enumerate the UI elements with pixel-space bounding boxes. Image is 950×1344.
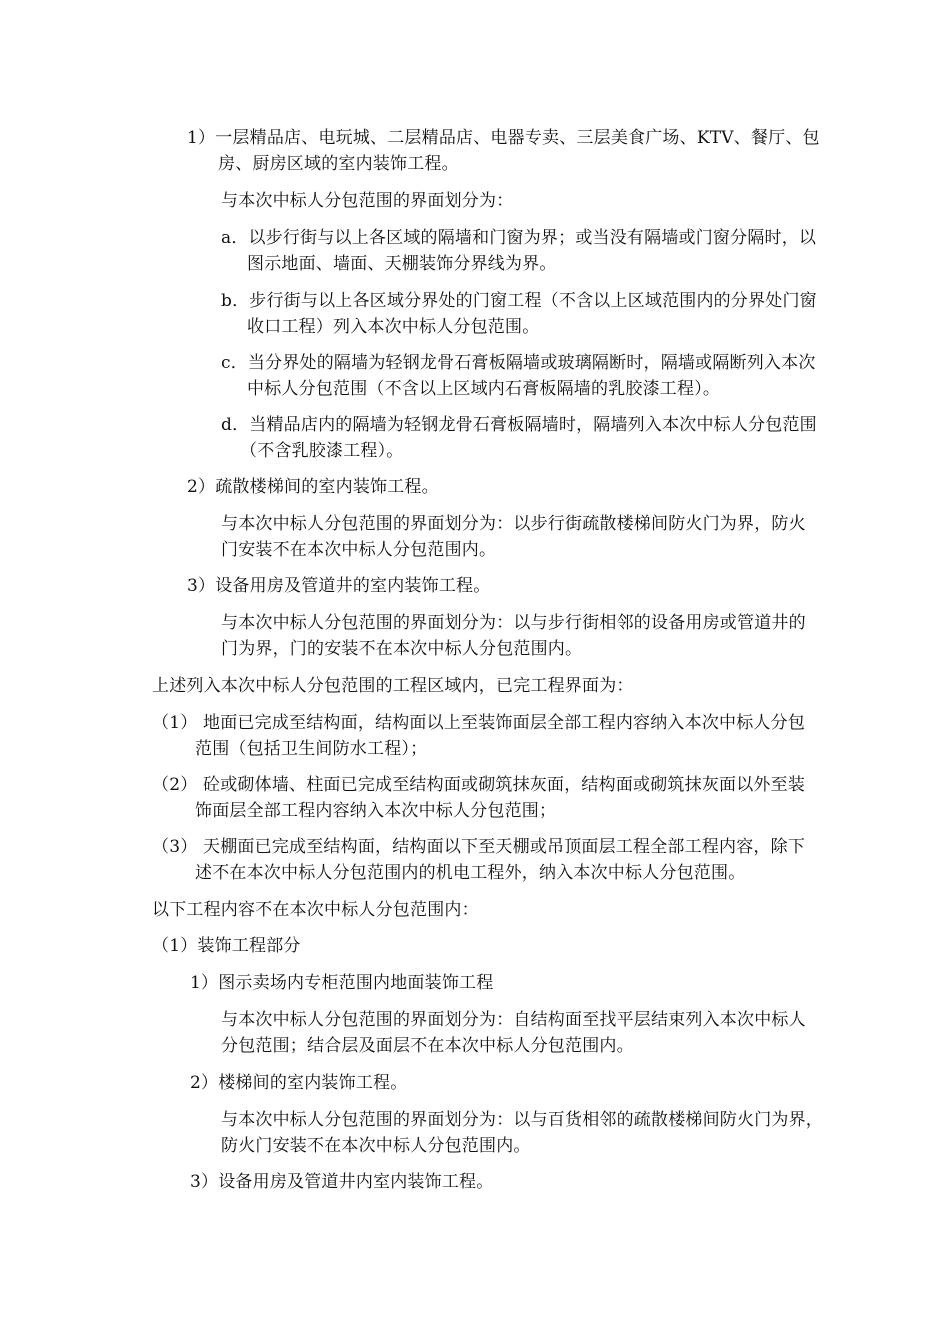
text-line: 图示地面、墙面、天棚装饰分界线为界。	[247, 254, 557, 274]
text-line: （2） 砼或砌体墙、柱面已完成至结构面或砌筑抹灰面，结构面或砌筑抹灰面以外至装	[152, 775, 806, 795]
text-line: 述不在本次中标人分包范围内的机电工程外，纳入本次中标人分包范围。	[195, 863, 746, 883]
text-line: 门安装不在本次中标人分包范围内。	[221, 540, 497, 560]
text-line: 2）楼梯间的室内装饰工程。	[190, 1073, 408, 1093]
text-line: 中标人分包范围（不含以上区域内石膏板隔墙的乳胶漆工程）。	[247, 379, 721, 399]
text-line: 门为界，门的安装不在本次中标人分包范围内。	[221, 639, 583, 659]
text-line: （不含乳胶漆工程）。	[240, 441, 404, 461]
text-line: 饰面层全部工程内容纳入本次中标人分包范围；	[195, 801, 557, 821]
text-line: 1）一层精品店、电玩城、二层精品店、电器专卖、三层美食广场、KTV、餐厅、包	[187, 128, 820, 148]
text-line: 与本次中标人分包范围的界面划分为：自结构面至找平层结束列入本次中标人	[221, 1010, 806, 1030]
text-line: （3） 天棚面已完成至结构面，结构面以下至天棚或吊顶面层工程全部工程内容，除下	[152, 837, 806, 857]
text-line: 范围（包括卫生间防水工程）；	[195, 739, 428, 759]
text-line: （1） 地面已完成至结构面，结构面以上至装饰面层全部工程内容纳入本次中标人分包	[152, 713, 806, 733]
text-line: 以下工程内容不在本次中标人分包范围内：	[152, 900, 479, 920]
text-line: 上述列入本次中标人分包范围的工程区域内，已完工程界面为：	[152, 676, 634, 696]
text-line: 房、厨房区域的室内装饰工程。	[218, 154, 459, 174]
text-line: 与本次中标人分包范围的界面划分为：	[221, 191, 514, 211]
text-line: 收口工程）列入本次中标人分包范围。	[247, 317, 540, 337]
text-line: （1）装饰工程部分	[152, 936, 301, 956]
text-line: a．以步行街与以上各区域的隔墙和门窗为界；或当没有隔墙或门窗分隔时，以	[221, 228, 817, 248]
text-line: 分包范围；结合层及面层不在本次中标人分包范围内。	[221, 1036, 634, 1056]
text-line: c．当分界处的隔墙为轻钢龙骨石膏板隔墙或玻璃隔断时，隔墙或隔断列入本次	[221, 353, 816, 373]
text-line: 与本次中标人分包范围的界面划分为：以步行街疏散楼梯间防火门为界，防火	[221, 514, 806, 534]
text-line: 1）图示卖场内专柜范围内地面装饰工程	[190, 973, 494, 993]
text-line: 3）设备用房及管道井的室内装饰工程。	[187, 576, 491, 596]
text-line: b．步行街与以上各区域分界处的门窗工程（不含以上区域范围内的分界处门窗	[221, 291, 817, 311]
text-line: 与本次中标人分包范围的界面划分为：以与百货相邻的疏散楼梯间防火门为界，	[221, 1110, 823, 1130]
text-line: 防火门安装不在本次中标人分包范围内。	[221, 1136, 531, 1156]
text-line: 2）疏散楼梯间的室内装饰工程。	[187, 477, 439, 497]
text-line: 与本次中标人分包范围的界面划分为：以与步行街相邻的设备用房或管道井的	[221, 613, 806, 633]
text-line: 3）设备用房及管道井内室内装饰工程。	[190, 1172, 494, 1192]
text-line: d．当精品店内的隔墙为轻钢龙骨石膏板隔墙时，隔墙列入本次中标人分包范围	[221, 415, 817, 435]
